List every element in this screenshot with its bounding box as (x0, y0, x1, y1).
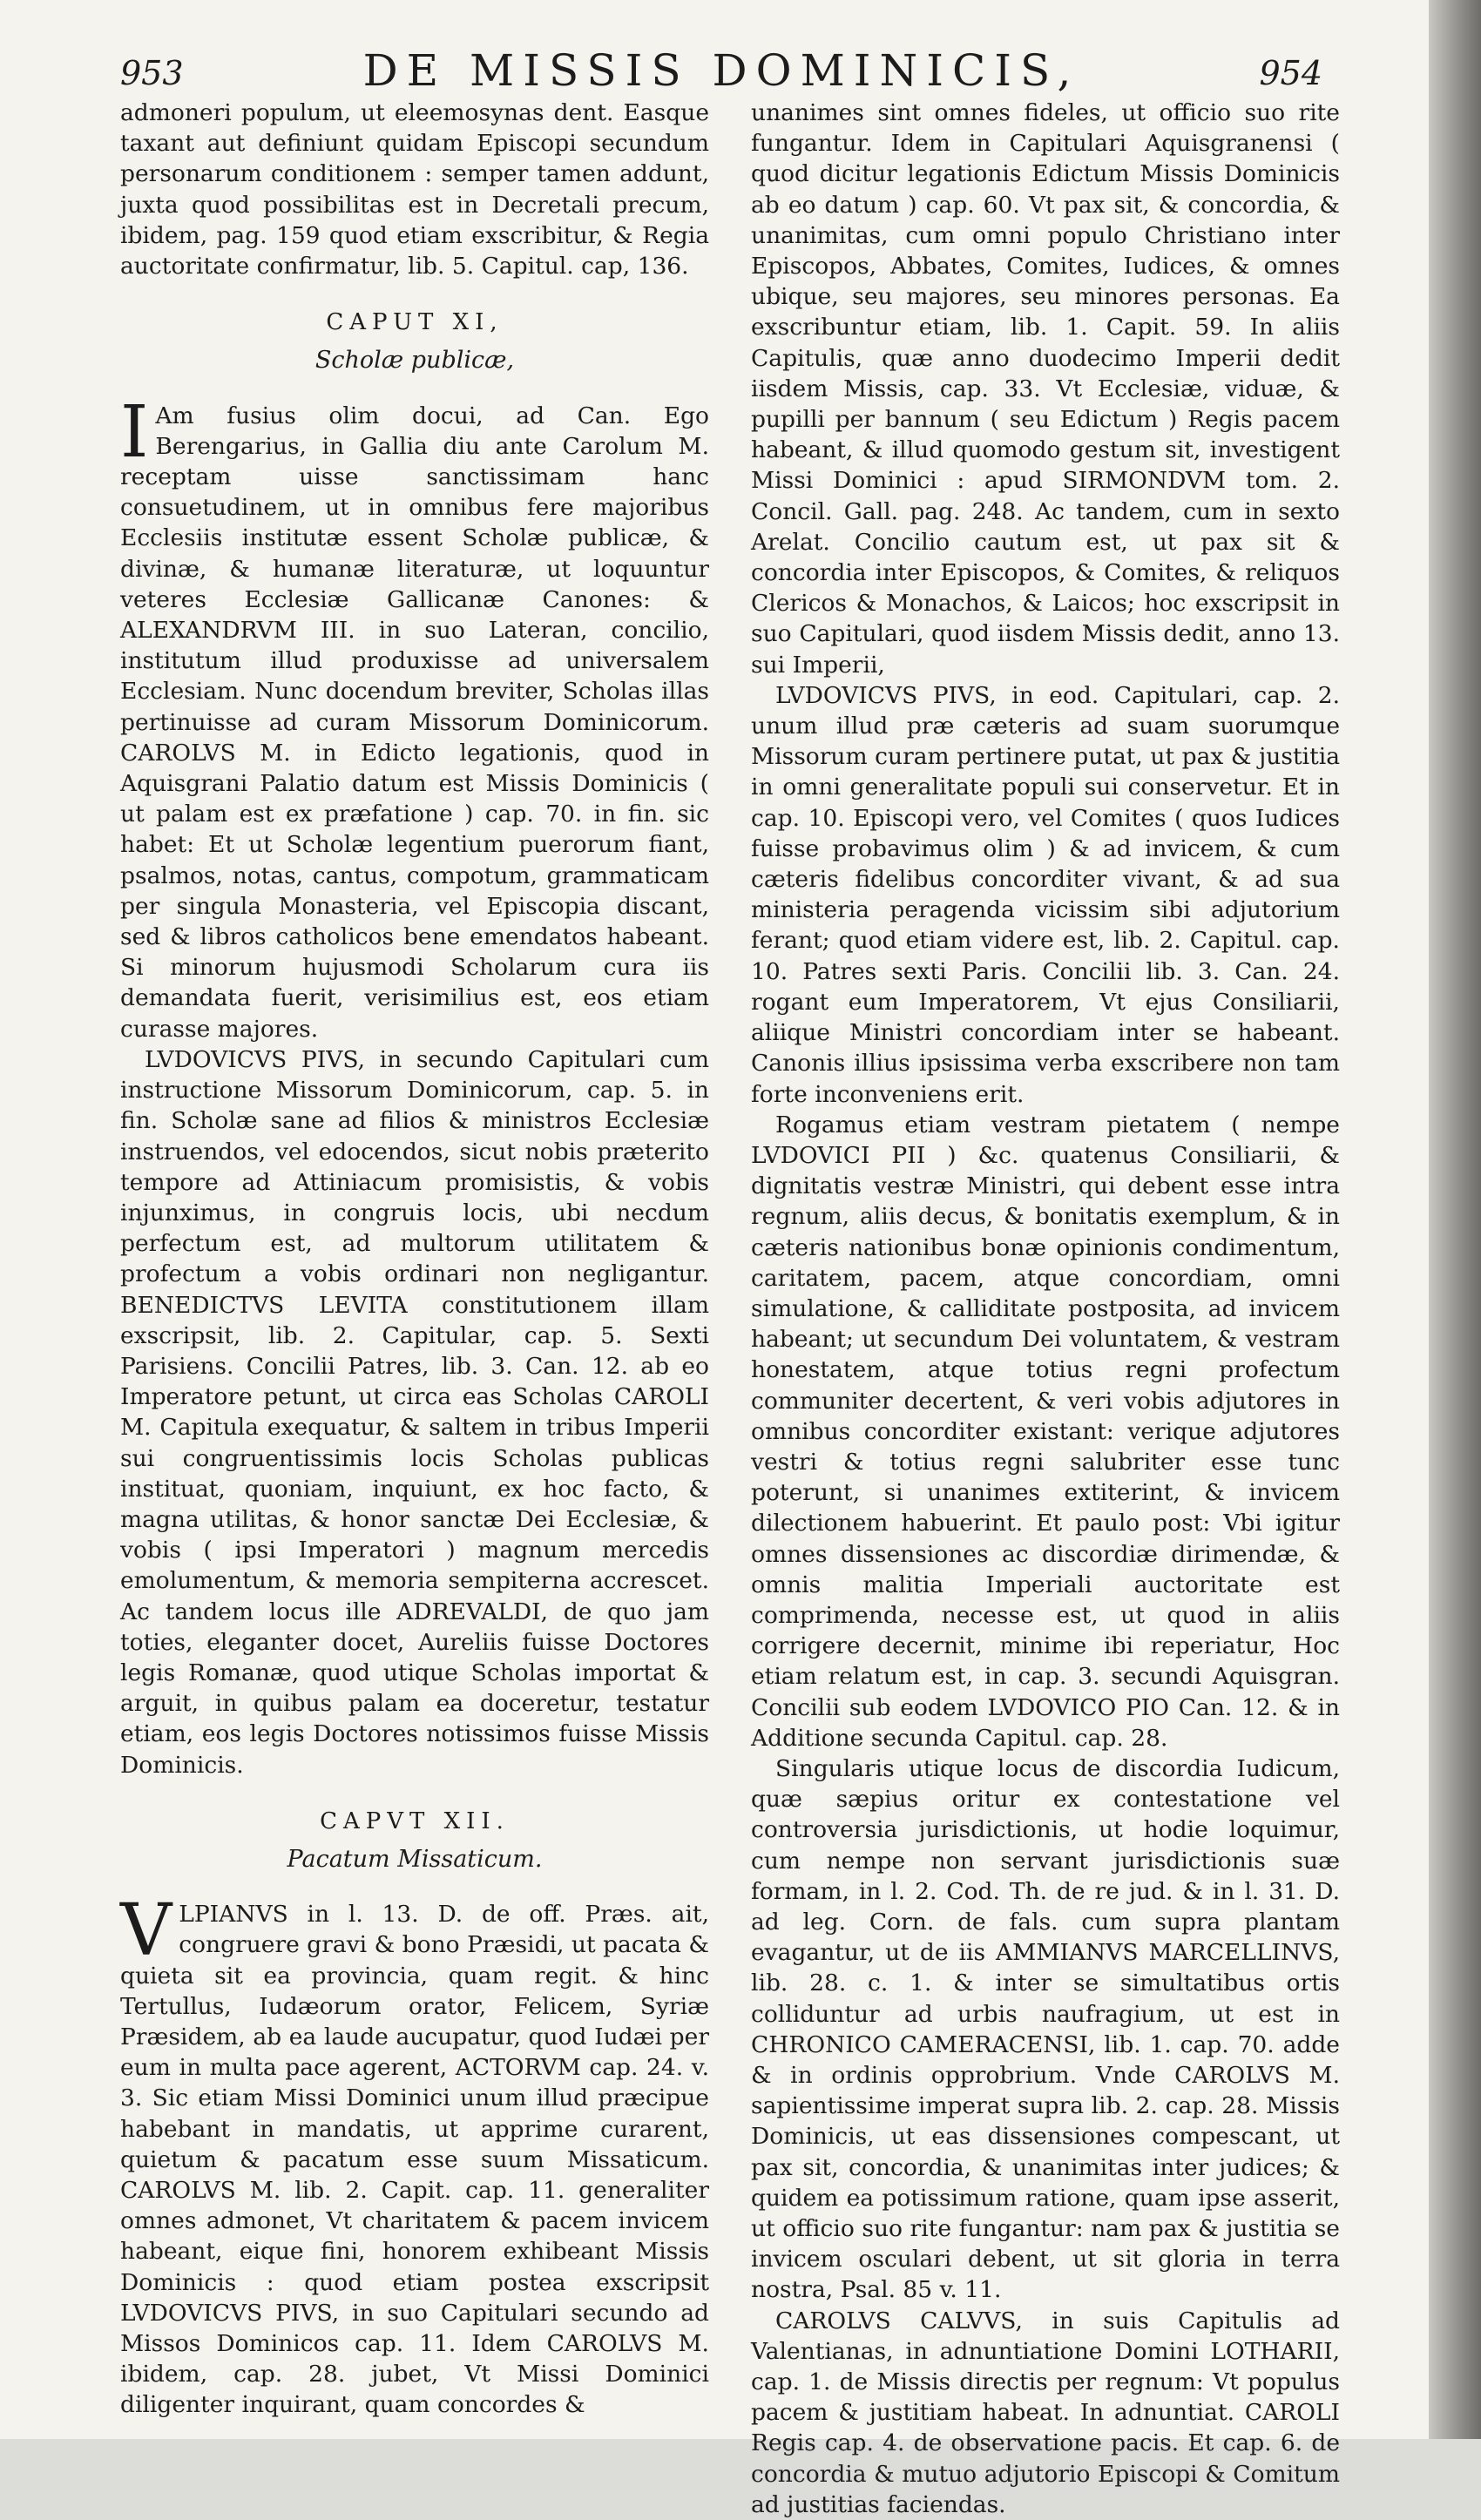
paragraph (120, 1889, 709, 2420)
paragraph: LVDOVICVS PIVS, in eod. Capitulari, cap. 2. unum illud præ cæteris ad suam suorumque Missorum curam pertinere putat, ut pax & justitia in omni generalitate populi sui conservetur. Et in cap. 10. Episcopi vero, vel Comites ( quos Iudices fuisse probavimus olim ) & ad invicem, & cum cæteris fidelibus concorditer vivant, & ad sua ministeria peragenda vicissim sibi adjutorium ferant; quod etiam videre est, lib. 2. Capitul. cap. 10. Patres sexti Paris. Concilii lib. 3. Can. 24. rogant eum Imperatorem, Vt ejus Consiliarii, aliique Ministri concordiam inter se habeant. Canonis illius ipsissima verba exscribere non tam forte inconveniens erit. (751, 681, 1340, 1108)
paragraph: Rogamus etiam vestram pietatem ( nempe LVDOVICI PII ) &c. quatenus Consiliarii, & dignitatis vestræ Ministri, qui debent esse intra regnum, aliis decus, & bonitatis exemplum, & in cæteris nationibus bonæ opinionis condimentum, caritatem, pacem, atque concordiam, omni simulatione, & calliditate postposita, ad invicem habeant; ut secundum Dei voluntatem, & vestram honestatem, atque totius regni profectum communiter decertent, & veri vobis adjutores in omnibus concorditer existant: verique adjutores vestri & totius regni salubriter esse tunc poterunt, si unanimes extiterint, & invicem dilectionem habuerint. Et paulo post: Vbi igitur omnes dissensiones ac discordiæ dirimendæ, & omnis malitia Imperiali auctoritate est comprimenda, necesse est, ut quod in aliis corrigere decernit, minime ibi reperiatur, Hoc etiam relatum est, in cap. 3. secundi Aquisgran. Concilii sub eodem LVDOVICO PIO Can. 12. & in Additione secunda Capitul. cap. 28. (751, 1111, 1340, 1752)
page-number-right: 954 (1259, 54, 1322, 92)
paragraph-text: LPIANVS in l. 13. D. de off. Præs. ait, congruere gravi & bono Præsidi, ut pacata & quieta sit ea provincia, quam regit. & hinc Tertullus, Iudæorum orator, Felicem, Syriæ Præsidem, ab ea laude aucupatur, quod Iudæi per eum in multa pace agerent, ACTORVM cap. 24. v. 3. Sic etiam Missi Dominici unum illud præcipue habebant in mandatis, ut apprime curarent, quietum & pacatum esse suum Missaticum. CAROLVS M. lib. 2. Capit. cap. 11. generaliter omnes admonet, Vt charitatem & pacem invicem habeant, eique fini, honorem exhibeant Missis Dominicis : quod etiam postea exscripsit LVDOVICVS PIVS, in suo Capitulari secundo ad Missos Dominicos cap. 11. Idem CAROLVS M. ibidem, cap. 28. jubet, Vt Missi Dominici diligenter inquirant, quam concordes & (120, 1901, 709, 2419)
chapter-subtitle: Pacatum Missaticum. (287, 1845, 543, 1873)
drop-cap: I (120, 390, 149, 474)
right-column (751, 98, 1340, 2520)
paragraph: LVDOVICVS PIVS, in secundo Capitulari cum instructione Missorum Dominicorum, cap. 5. in fin. Scholæ sane ad filios & ministros Ecclesiæ instruendos, vel edocendos, sicut nobis præterito tempore ad Attiniacum promisistis, & vobis injunximus, in congruis locis, ubi necdum perfectum est, ad multorum utilitatem & profectum a vobis ordinari non negligantur. BENEDICTVS LEVITA constitutionem illam exscripsit, lib. 2. Capitular, cap. 5. Sexti Parisiens. Concilii Patres, lib. 3. Can. 12. ab eo Imperatore petunt, ut circa eas Scholas CAROLI M. Capitula exequatur, & saltem in tribus Imperii sui congruentissimis locis Scholas publicas instituat, quoniam, inquiunt, ex hoc facto, & magna utilitas, & honor sanctæ Dei Ecclesiæ, & vobis ( ipsi Imperatori ) magnum mercedis emolumentum, & memoria sempiterna accrescet. Ac tandem locus ille ADREVALDI, de quo jam toties, eleganter docet, Aureliis fuisse Doctores legis Romanæ, quod utique Scholas importat & arguit, in quibus palam ea doceretur, testatur etiam, eos legis Doctores notissimos fuisse Missis Dominicis. (120, 1045, 709, 1779)
chapter-title: CAPVT XII. (320, 1807, 510, 1834)
page-header (120, 45, 1322, 98)
chapter-subtitle: Scholæ publicæ, (314, 347, 515, 375)
paragraph-text: Am fusius olim docui, ad Can. Ego Berengarius, in Gallia diu ante Carolum M. receptam uisse sanctissimam hanc consuetudinem, ut in omnibus fere majoribus Ecclesiis institutæ essent Scholæ publicæ, & divinæ, & humanæ literaturæ, ut loquuntur veteres Ecclesiæ Gallicanæ Canones: & ALEXANDRVM III. in suo Lateran, concilio, institutum illud produxisse ad universalem Ecclesiam. Nunc docendum breviter, Scholas illas pertinuisse ad curam Missorum Dominicorum. CAROLVS M. in Edicto legationis, quod in Aquisgrani Palatio datum est Missis Dominicis ( ut palam est ex præfatione ) cap. 70. in fin. sic habet: Et ut Scholæ legentium puerorum fiant, psalmos, notas, cantus, compotum, grammaticam per singula Monasteria, vel Episcopia discant, sed & libros catholicos bene emendatos habeant. Si minorum hujusmodi Scholarum cura iis demandata fuerit, verisimilius est, eos etiam curasse majores. (120, 402, 709, 1043)
paragraph (120, 390, 709, 1044)
paragraph: Singularis utique locus de discordia Iudicum, quæ sæpius oritur ex contestatione vel controversia jurisdictionis, ut hodie loquimur, cum nempe non servant jurisdictionis suæ formam, in l. 2. Cod. Th. de re jud. & in l. 31. D. ad leg. Corn. de fals. cum supra plantam evagantur, ut de iis AMMIANVS MARCELLINVS, lib. 28. c. 1. & inter se simultatibus ortis colliduntur ad urbis naufragium, ut est in CHRONICO CAMERACENSI, lib. 1. cap. 70. adde & in ordinis opprobrium. Vnde CAROLVS M. sapientissime imperat supra lib. 2. cap. 28. Missis Dominicis, ut eas dissensiones compescant, ut pax sit, concordia, & unanimitas inter judices; & quidem ea potissimum ratione, quam ipse asserit, ut officio suo rite fungantur: nam pax & justitia se invicem osculari debent, ut sit gloria in terra nostra, Psal. 85 v. 11. (751, 1754, 1340, 2304)
paragraph: CAROLVS CALVVS, in suis Capitulis ad Valentianas, in adnuntiatione Domini LOTHARII, cap. 1. de Missis directis per regnum: Vt populus pacem & justitiam habeat. In adnuntiat. CAROLI Regis cap. 4. de observatione pacis. Et cap. 6. de concordia & mutuo adjutorio Episcopi & Comitum ad justitias faciendas. (751, 2307, 1340, 2518)
page-number-left: 953 (120, 54, 184, 92)
running-title: DE MISSIS DOMINICIS, (362, 45, 1080, 96)
paragraph: unanimes sint omnes fideles, ut officio suo rite fungantur. Idem in Capitulari Aquisgranensi ( quod dicitur legationis Edictum Missis Dominicis ab eo datum ) cap. 60. Vt pax sit, & concordia, & unanimitas, cum omni populo Christiano inter Episcopos, Abbates, Comites, Iudices, & omnes ubique, seu majores, seu minores personas. Ea exscribuntur etiam, lib. 1. Capit. 59. In aliis Capitulis, quæ anno duodecimo Imperii dedit iisdem Missis, cap. 33. Vt Ecclesiæ, viduæ, & pupilli per bannum ( seu Edictum ) Regis pacem habeant, & illud quomodo gestum sit, investigent Missi Dominici : apud SIRMONDVM tom. 2. Concil. Gall. pag. 248. Ac tandem, cum in sexto Arelat. Concilio cautum est, ut pax sit & concordia inter Episcopos, & Comites, & reliquos Clericos & Monachos, & Laicos; hoc exscripsit in suo Capitulari, quod iisdem Missis dedit, anno 13. sui Imperii, (751, 99, 1340, 679)
drop-cap: V (120, 1889, 172, 1973)
left-column (120, 98, 709, 2421)
page-edge-shadow (1429, 0, 1481, 2439)
paragraph: admoneri populum, ut eleemosynas dent. Easque taxant aut definiunt quidam Episcopi secundum personarum conditionem : semper tamen addunt, juxta quod possibilitas est in Decretali precum, ibidem, pag. 159 quod etiam exscribitur, & Regia auctoritate confirmatur, lib. 5. Capitul. cap, 136. (120, 99, 709, 280)
chapter-title: CAPUT XI, (326, 309, 504, 336)
